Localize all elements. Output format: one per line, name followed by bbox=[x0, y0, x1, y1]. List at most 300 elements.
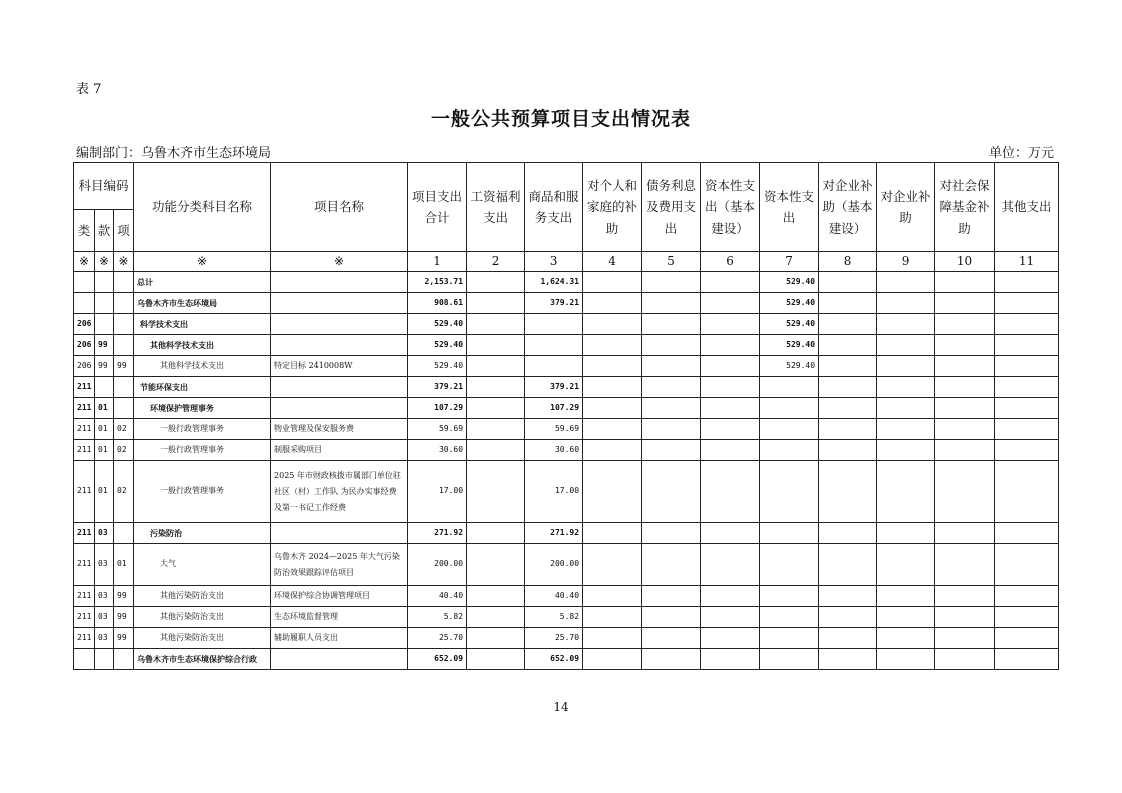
total-cell: 908.61 bbox=[408, 293, 467, 314]
project-cell: 物业管理及保安服务费 bbox=[271, 419, 408, 440]
capital-basic-cell bbox=[701, 293, 760, 314]
enterprise-cell bbox=[877, 398, 935, 419]
capital-cell bbox=[760, 377, 819, 398]
personal-cell bbox=[583, 272, 642, 293]
func-name-cell: 污染防治 bbox=[134, 523, 271, 544]
capital-cell bbox=[760, 440, 819, 461]
wage-cell bbox=[467, 628, 525, 649]
func-name-cell: 一般行政管理事务 bbox=[134, 461, 271, 523]
personal-cell bbox=[583, 607, 642, 628]
header-lei: 类 bbox=[74, 210, 95, 252]
goods-cell: 40.40 bbox=[525, 586, 583, 607]
project-cell: 辅助履职人员支出 bbox=[271, 628, 408, 649]
enterprise-basic-cell bbox=[819, 649, 877, 670]
lei-cell bbox=[74, 649, 95, 670]
project-cell: 制服采购项目 bbox=[271, 440, 408, 461]
header-wage: 工资福利支出 bbox=[467, 163, 525, 252]
project-cell bbox=[271, 293, 408, 314]
lei-cell: 206 bbox=[74, 335, 95, 356]
mark-cell: ※ bbox=[114, 252, 134, 272]
xiang-cell bbox=[114, 335, 134, 356]
personal-cell bbox=[583, 398, 642, 419]
page-number: 14 bbox=[553, 700, 569, 714]
column-number: 7 bbox=[760, 252, 819, 272]
kuan-cell: 03 bbox=[95, 628, 114, 649]
lei-cell: 211 bbox=[74, 523, 95, 544]
kuan-cell: 01 bbox=[95, 440, 114, 461]
goods-cell: 30.60 bbox=[525, 440, 583, 461]
social-cell bbox=[935, 356, 995, 377]
social-cell bbox=[935, 586, 995, 607]
project-cell bbox=[271, 335, 408, 356]
capital-basic-cell bbox=[701, 398, 760, 419]
enterprise-basic-cell bbox=[819, 314, 877, 335]
debt-cell bbox=[642, 356, 701, 377]
other-cell bbox=[995, 398, 1059, 419]
func-name-cell: 总计 bbox=[134, 272, 271, 293]
enterprise-cell bbox=[877, 544, 935, 586]
other-cell bbox=[995, 586, 1059, 607]
project-cell bbox=[271, 649, 408, 670]
social-cell bbox=[935, 314, 995, 335]
social-cell bbox=[935, 649, 995, 670]
project-cell bbox=[271, 314, 408, 335]
wage-cell bbox=[467, 461, 525, 523]
capital-basic-cell bbox=[701, 544, 760, 586]
goods-cell: 17.00 bbox=[525, 461, 583, 523]
kuan-cell bbox=[95, 293, 114, 314]
project-cell: 特定目标 2410008W bbox=[271, 356, 408, 377]
goods-cell bbox=[525, 356, 583, 377]
column-number: 11 bbox=[995, 252, 1059, 272]
capital-basic-cell bbox=[701, 440, 760, 461]
total-cell: 200.00 bbox=[408, 544, 467, 586]
capital-basic-cell bbox=[701, 419, 760, 440]
enterprise-cell bbox=[877, 356, 935, 377]
xiang-cell bbox=[114, 523, 134, 544]
debt-cell bbox=[642, 607, 701, 628]
func-name-cell: 其他科学技术支出 bbox=[134, 335, 271, 356]
enterprise-basic-cell bbox=[819, 293, 877, 314]
lei-cell bbox=[74, 293, 95, 314]
capital-cell: 529.40 bbox=[760, 356, 819, 377]
department-label: 编制部门：乌鲁木齐市生态环境局 bbox=[76, 146, 272, 161]
table-row bbox=[74, 649, 1059, 670]
enterprise-cell bbox=[877, 440, 935, 461]
wage-cell bbox=[467, 607, 525, 628]
other-cell bbox=[995, 419, 1059, 440]
xiang-cell: 02 bbox=[114, 440, 134, 461]
enterprise-cell bbox=[877, 607, 935, 628]
wage-cell bbox=[467, 377, 525, 398]
capital-cell bbox=[760, 419, 819, 440]
capital-cell bbox=[760, 398, 819, 419]
other-cell bbox=[995, 356, 1059, 377]
personal-cell bbox=[583, 293, 642, 314]
table-row bbox=[74, 335, 1059, 356]
capital-basic-cell bbox=[701, 628, 760, 649]
enterprise-basic-cell bbox=[819, 377, 877, 398]
personal-cell bbox=[583, 335, 642, 356]
header-enterprise: 对企业补助 bbox=[877, 163, 935, 252]
column-number: 1 bbox=[408, 252, 467, 272]
table-row bbox=[74, 314, 1059, 335]
column-number: 6 bbox=[701, 252, 760, 272]
total-cell: 107.29 bbox=[408, 398, 467, 419]
lei-cell bbox=[74, 272, 95, 293]
enterprise-basic-cell bbox=[819, 356, 877, 377]
wage-cell bbox=[467, 398, 525, 419]
debt-cell bbox=[642, 398, 701, 419]
xiang-cell bbox=[114, 649, 134, 670]
enterprise-basic-cell bbox=[819, 586, 877, 607]
header-capital: 资本性支出 bbox=[760, 163, 819, 252]
social-cell bbox=[935, 377, 995, 398]
other-cell bbox=[995, 628, 1059, 649]
func-name-cell: 其他科学技术支出 bbox=[134, 356, 271, 377]
wage-cell bbox=[467, 314, 525, 335]
social-cell bbox=[935, 523, 995, 544]
enterprise-basic-cell bbox=[819, 628, 877, 649]
enterprise-cell bbox=[877, 335, 935, 356]
capital-cell: 529.40 bbox=[760, 314, 819, 335]
other-cell bbox=[995, 607, 1059, 628]
table-row bbox=[74, 419, 1059, 440]
project-cell: 乌鲁木齐 2024—2025 年大气污染防治效果跟踪评估项目 bbox=[271, 544, 408, 586]
personal-cell bbox=[583, 628, 642, 649]
capital-basic-cell bbox=[701, 314, 760, 335]
enterprise-basic-cell bbox=[819, 607, 877, 628]
table-row bbox=[74, 607, 1059, 628]
project-cell: 生态环境监督管理 bbox=[271, 607, 408, 628]
kuan-cell: 03 bbox=[95, 607, 114, 628]
enterprise-cell bbox=[877, 461, 935, 523]
func-name-cell: 科学技术支出 bbox=[134, 314, 271, 335]
enterprise-basic-cell bbox=[819, 440, 877, 461]
xiang-cell bbox=[114, 293, 134, 314]
debt-cell bbox=[642, 440, 701, 461]
goods-cell: 25.70 bbox=[525, 628, 583, 649]
kuan-cell bbox=[95, 649, 114, 670]
wage-cell bbox=[467, 293, 525, 314]
other-cell bbox=[995, 544, 1059, 586]
table-row bbox=[74, 586, 1059, 607]
debt-cell bbox=[642, 523, 701, 544]
header-enterprise-basic: 对企业补助（基本建设） bbox=[819, 163, 877, 252]
unit-label: 单位：万元 bbox=[988, 146, 1054, 161]
mark-cell: ※ bbox=[95, 252, 114, 272]
func-name-cell: 大气 bbox=[134, 544, 271, 586]
column-number: 3 bbox=[525, 252, 583, 272]
lei-cell: 211 bbox=[74, 607, 95, 628]
column-number: 4 bbox=[583, 252, 642, 272]
xiang-cell: 99 bbox=[114, 607, 134, 628]
header-personal: 对个人和家庭的补助 bbox=[583, 163, 642, 252]
social-cell bbox=[935, 607, 995, 628]
enterprise-cell bbox=[877, 586, 935, 607]
wage-cell bbox=[467, 649, 525, 670]
header-project-name: 项目名称 bbox=[271, 163, 408, 252]
debt-cell bbox=[642, 544, 701, 586]
personal-cell bbox=[583, 356, 642, 377]
enterprise-cell bbox=[877, 293, 935, 314]
kuan-cell: 01 bbox=[95, 419, 114, 440]
debt-cell bbox=[642, 419, 701, 440]
header-total: 项目支出合计 bbox=[408, 163, 467, 252]
personal-cell bbox=[583, 461, 642, 523]
social-cell bbox=[935, 544, 995, 586]
debt-cell bbox=[642, 335, 701, 356]
wage-cell bbox=[467, 440, 525, 461]
table-row bbox=[74, 293, 1059, 314]
table-row bbox=[74, 272, 1059, 293]
lei-cell: 211 bbox=[74, 398, 95, 419]
lei-cell: 206 bbox=[74, 314, 95, 335]
project-cell: 环境保护综合协调管理项目 bbox=[271, 586, 408, 607]
social-cell bbox=[935, 440, 995, 461]
lei-cell: 211 bbox=[74, 628, 95, 649]
enterprise-cell bbox=[877, 377, 935, 398]
xiang-cell bbox=[114, 314, 134, 335]
table-row bbox=[74, 398, 1059, 419]
lei-cell: 211 bbox=[74, 586, 95, 607]
capital-cell bbox=[760, 461, 819, 523]
capital-cell bbox=[760, 586, 819, 607]
enterprise-basic-cell bbox=[819, 544, 877, 586]
func-name-cell: 其他污染防治支出 bbox=[134, 628, 271, 649]
enterprise-basic-cell bbox=[819, 272, 877, 293]
xiang-cell: 99 bbox=[114, 356, 134, 377]
goods-cell bbox=[525, 314, 583, 335]
enterprise-cell bbox=[877, 314, 935, 335]
header-social-security: 对社会保障基金补助 bbox=[935, 163, 995, 252]
capital-cell bbox=[760, 649, 819, 670]
xiang-cell: 99 bbox=[114, 628, 134, 649]
other-cell bbox=[995, 440, 1059, 461]
other-cell bbox=[995, 461, 1059, 523]
header-other: 其他支出 bbox=[995, 163, 1059, 252]
kuan-cell bbox=[95, 272, 114, 293]
debt-cell bbox=[642, 586, 701, 607]
kuan-cell: 99 bbox=[95, 335, 114, 356]
wage-cell bbox=[467, 544, 525, 586]
lei-cell: 211 bbox=[74, 440, 95, 461]
capital-basic-cell bbox=[701, 272, 760, 293]
enterprise-cell bbox=[877, 419, 935, 440]
kuan-cell: 03 bbox=[95, 544, 114, 586]
table-row bbox=[74, 544, 1059, 586]
debt-cell bbox=[642, 461, 701, 523]
personal-cell bbox=[583, 544, 642, 586]
kuan-cell bbox=[95, 314, 114, 335]
personal-cell bbox=[583, 586, 642, 607]
table-row bbox=[74, 377, 1059, 398]
enterprise-basic-cell bbox=[819, 398, 877, 419]
header-debt: 债务利息及费用支出 bbox=[642, 163, 701, 252]
enterprise-cell bbox=[877, 628, 935, 649]
func-name-cell: 乌鲁木齐市生态环境保护综合行政 bbox=[134, 649, 271, 670]
capital-basic-cell bbox=[701, 335, 760, 356]
func-name-cell: 其他污染防治支出 bbox=[134, 586, 271, 607]
enterprise-cell bbox=[877, 272, 935, 293]
func-name-cell: 其他污染防治支出 bbox=[134, 607, 271, 628]
enterprise-cell bbox=[877, 523, 935, 544]
other-cell bbox=[995, 523, 1059, 544]
project-cell bbox=[271, 398, 408, 419]
total-cell: 529.40 bbox=[408, 314, 467, 335]
table-row bbox=[74, 461, 1059, 523]
total-cell: 5.82 bbox=[408, 607, 467, 628]
xiang-cell bbox=[114, 272, 134, 293]
kuan-cell: 03 bbox=[95, 523, 114, 544]
header-kuan: 款 bbox=[95, 210, 114, 252]
xiang-cell: 99 bbox=[114, 586, 134, 607]
personal-cell bbox=[583, 523, 642, 544]
wage-cell bbox=[467, 586, 525, 607]
mark-cell: ※ bbox=[74, 252, 95, 272]
kuan-cell: 99 bbox=[95, 356, 114, 377]
goods-cell: 379.21 bbox=[525, 377, 583, 398]
goods-cell: 5.82 bbox=[525, 607, 583, 628]
capital-cell bbox=[760, 544, 819, 586]
total-cell: 25.70 bbox=[408, 628, 467, 649]
total-cell: 59.69 bbox=[408, 419, 467, 440]
wage-cell bbox=[467, 272, 525, 293]
page-title: 一般公共预算项目支出情况表 bbox=[430, 108, 691, 130]
goods-cell: 1,624.31 bbox=[525, 272, 583, 293]
table-row bbox=[74, 356, 1059, 377]
header-capital-basic: 资本性支出（基本建设） bbox=[701, 163, 760, 252]
project-cell: 2025 年市财政核拨市属部门单位驻社区（村）工作队 为民办实事经费及第一书记工作经费 bbox=[271, 461, 408, 523]
social-cell bbox=[935, 335, 995, 356]
capital-basic-cell bbox=[701, 461, 760, 523]
capital-basic-cell bbox=[701, 377, 760, 398]
func-name-cell: 一般行政管理事务 bbox=[134, 419, 271, 440]
enterprise-basic-cell bbox=[819, 461, 877, 523]
budget-table bbox=[73, 162, 1059, 670]
goods-cell: 652.09 bbox=[525, 649, 583, 670]
capital-cell: 529.40 bbox=[760, 272, 819, 293]
capital-cell bbox=[760, 523, 819, 544]
goods-cell: 379.21 bbox=[525, 293, 583, 314]
goods-cell: 59.69 bbox=[525, 419, 583, 440]
social-cell bbox=[935, 272, 995, 293]
table-number: 表 7 bbox=[76, 82, 102, 97]
header-func-name: 功能分类科目名称 bbox=[134, 163, 271, 252]
table-row bbox=[74, 628, 1059, 649]
wage-cell bbox=[467, 523, 525, 544]
total-cell: 30.60 bbox=[408, 440, 467, 461]
wage-cell bbox=[467, 335, 525, 356]
capital-basic-cell bbox=[701, 523, 760, 544]
goods-cell: 200.00 bbox=[525, 544, 583, 586]
column-number: 2 bbox=[467, 252, 525, 272]
wage-cell bbox=[467, 419, 525, 440]
social-cell bbox=[935, 419, 995, 440]
other-cell bbox=[995, 649, 1059, 670]
capital-cell: 529.40 bbox=[760, 335, 819, 356]
other-cell bbox=[995, 335, 1059, 356]
debt-cell bbox=[642, 272, 701, 293]
other-cell bbox=[995, 314, 1059, 335]
xiang-cell bbox=[114, 398, 134, 419]
capital-basic-cell bbox=[701, 356, 760, 377]
social-cell bbox=[935, 293, 995, 314]
goods-cell bbox=[525, 335, 583, 356]
capital-cell bbox=[760, 607, 819, 628]
func-name-cell: 一般行政管理事务 bbox=[134, 440, 271, 461]
debt-cell bbox=[642, 628, 701, 649]
total-cell: 40.40 bbox=[408, 586, 467, 607]
xiang-cell bbox=[114, 377, 134, 398]
personal-cell bbox=[583, 377, 642, 398]
mark-cell: ※ bbox=[134, 252, 271, 272]
func-name-cell: 乌鲁木齐市生态环境局 bbox=[134, 293, 271, 314]
enterprise-basic-cell bbox=[819, 419, 877, 440]
personal-cell bbox=[583, 440, 642, 461]
header-subject-code: 科目编码 bbox=[74, 163, 134, 210]
func-name-cell: 节能环保支出 bbox=[134, 377, 271, 398]
total-cell: 529.40 bbox=[408, 356, 467, 377]
other-cell bbox=[995, 377, 1059, 398]
xiang-cell: 01 bbox=[114, 544, 134, 586]
debt-cell bbox=[642, 293, 701, 314]
mark-cell: ※ bbox=[271, 252, 408, 272]
personal-cell bbox=[583, 649, 642, 670]
debt-cell bbox=[642, 377, 701, 398]
debt-cell bbox=[642, 314, 701, 335]
func-name-cell: 环境保护管理事务 bbox=[134, 398, 271, 419]
other-cell bbox=[995, 272, 1059, 293]
lei-cell: 211 bbox=[74, 419, 95, 440]
lei-cell: 211 bbox=[74, 544, 95, 586]
capital-basic-cell bbox=[701, 649, 760, 670]
personal-cell bbox=[583, 314, 642, 335]
personal-cell bbox=[583, 419, 642, 440]
column-number: 10 bbox=[935, 252, 995, 272]
lei-cell: 211 bbox=[74, 461, 95, 523]
table-row bbox=[74, 440, 1059, 461]
xiang-cell: 02 bbox=[114, 419, 134, 440]
column-number: 8 bbox=[819, 252, 877, 272]
total-cell: 17.00 bbox=[408, 461, 467, 523]
kuan-cell: 01 bbox=[95, 398, 114, 419]
column-number: 5 bbox=[642, 252, 701, 272]
debt-cell bbox=[642, 649, 701, 670]
social-cell bbox=[935, 398, 995, 419]
wage-cell bbox=[467, 356, 525, 377]
capital-cell: 529.40 bbox=[760, 293, 819, 314]
header-goods: 商品和服务支出 bbox=[525, 163, 583, 252]
kuan-cell bbox=[95, 377, 114, 398]
other-cell bbox=[995, 293, 1059, 314]
enterprise-basic-cell bbox=[819, 523, 877, 544]
header-row-3 bbox=[74, 252, 1059, 272]
xiang-cell: 02 bbox=[114, 461, 134, 523]
header-row-1 bbox=[74, 163, 1059, 210]
table-row bbox=[74, 523, 1059, 544]
capital-basic-cell bbox=[701, 607, 760, 628]
social-cell bbox=[935, 628, 995, 649]
header-xiang: 项 bbox=[114, 210, 134, 252]
total-cell: 2,153.71 bbox=[408, 272, 467, 293]
goods-cell: 107.29 bbox=[525, 398, 583, 419]
total-cell: 379.21 bbox=[408, 377, 467, 398]
column-number: 9 bbox=[877, 252, 935, 272]
project-cell bbox=[271, 272, 408, 293]
kuan-cell: 01 bbox=[95, 461, 114, 523]
total-cell: 271.92 bbox=[408, 523, 467, 544]
